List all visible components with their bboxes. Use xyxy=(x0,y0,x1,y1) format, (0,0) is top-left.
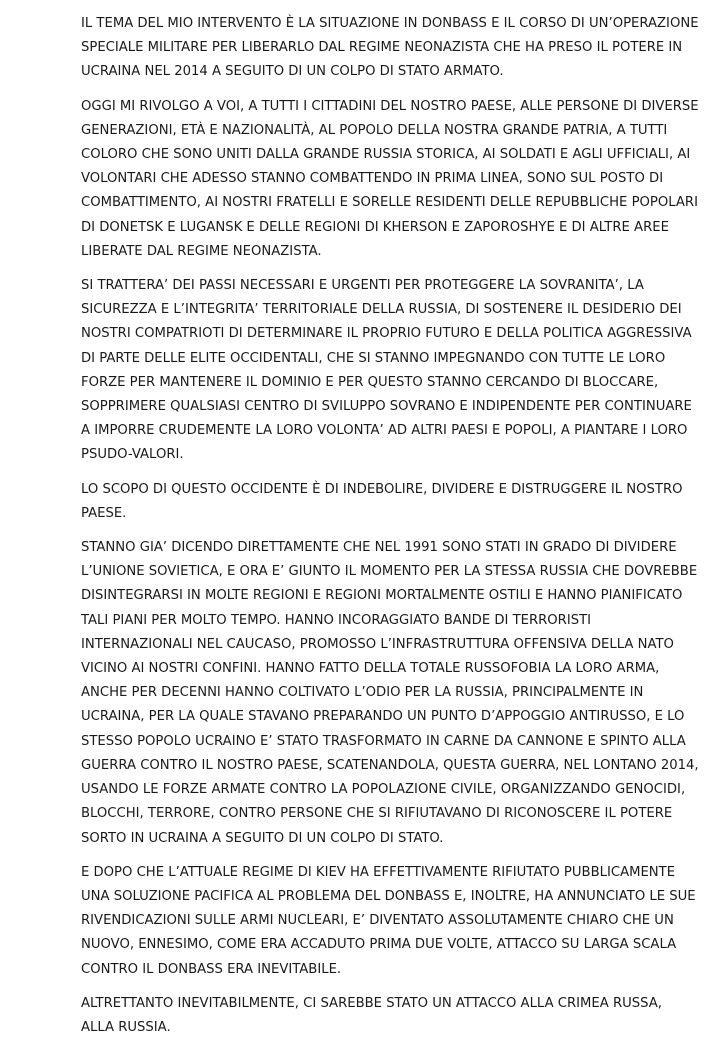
paragraph xyxy=(81,992,681,1040)
text-line: SI TRATTERA’ DEI PASSI NECESSARI E URGENTI PER PROTEGGERE LA SOVRANITA’, LA xyxy=(81,278,644,294)
paragraph xyxy=(81,478,681,526)
text-line: GENERAZIONI, ETÀ E NAZIONALITÀ, AL POPOLO DELLA NOSTRA GRANDE PATRIA, A TUTTI xyxy=(81,122,668,138)
text-line: SORTO IN UCRAINA A SEGUITO DI UN COLPO DI STATO. xyxy=(81,830,444,846)
text-line: BLOCCHI, TERRORE, CONTRO PERSONE CHE SI RIFIUTAVANO DI RICONOSCERE IL POTERE xyxy=(81,806,673,822)
text-line: UCRAINA NEL 2014 A SEGUITO DI UN COLPO DI STATO ARMATO. xyxy=(81,64,504,80)
text-line: RIVENDICAZIONI SULLE ARMI NUCLEARI, E’ DIVENTATO ASSOLUTAMENTE CHIARO CHE UN xyxy=(81,913,674,929)
text-line: NOSTRI COMPATRIOTI DI DETERMINARE IL PROPRIO FUTURO E DELLA POLITICA AGGRESSIVA xyxy=(81,326,692,342)
text-line: FORZE PER MANTENERE IL DOMINIO E PER QUESTO STANNO CERCANDO DI BLOCCARE, xyxy=(81,374,659,390)
paragraph xyxy=(81,95,699,264)
text-line: OGGI MI RIVOLGO A VOI, A TUTTI I CITTADINI DEL NOSTRO PAESE, ALLE PERSONE DI DIVERSE xyxy=(81,98,699,114)
text-line: ANCHE PER DECENNI HANNO COLTIVATO L’ODIO PER LA RUSSIA, PRINCIPALMENTE IN xyxy=(81,685,644,701)
text-line: VOLONTARI CHE ADESSO STANNO COMBATTENDO IN PRIMA LINEA, SONO SUL POSTO DI xyxy=(81,171,664,187)
text-line: COMBATTIMENTO, AI NOSTRI FRATELLI E SORELLE RESIDENTI DELLE REPUBBLICHE POPOLARI xyxy=(81,195,698,211)
text-line: NUOVO, ENNESIMO, COME ERA ACCADUTO PRIMA DUE VOLTE, ATTACCO SU LARGA SCALA xyxy=(81,937,677,953)
text-line: UCRAINA, PER LA QUALE STAVANO PREPARANDO UN PUNTO D’APPOGGIO ANTIRUSSO, E LO xyxy=(81,709,685,725)
text-line: PAESE. xyxy=(81,505,127,521)
paragraph xyxy=(81,861,696,982)
text-line: E DOPO CHE L’ATTUALE REGIME DI KIEV HA EFFETTIVAMENTE RIFIUTATO PUBBLICAMENTE xyxy=(81,864,676,880)
text-line: STANNO GIA’ DICENDO DIRETTAMENTE CHE NEL 1991 SONO STATI IN GRADO DI DIVIDERE xyxy=(81,540,677,556)
text-line: STESSO POPOLO UCRAINO E’ STATO TRASFORMATO IN CARNE DA CANNONE E SPINTO ALLA xyxy=(81,733,686,749)
text-line: CONTRO IL DONBASS ERA INEVITABILE. xyxy=(81,961,342,977)
text-line: DI PARTE DELLE ELITE OCCIDENTALI, CHE SI STANNO IMPEGNANDO CON TUTTE LE LORO xyxy=(81,350,666,366)
text-line: LIBERATE DAL REGIME NEONAZISTA. xyxy=(81,243,322,259)
document-page xyxy=(81,12,699,1050)
text-line: TALI PIANI PER MOLTO TEMPO. HANNO INCORAGGIATO BANDE DI TERRORISTI xyxy=(81,612,592,628)
text-line: DI DONETSK E LUGANSK E DELLE REGIONI DI KHERSON E ZAPOROSHYE E DI ALTRE AREE xyxy=(81,219,669,235)
text-line: A IMPORRE CRUDEMENTE LA LORO VOLONTA’ AD ALTRI PAESI E POPOLI, A PIANTARE I LORO xyxy=(81,423,688,439)
paragraph xyxy=(81,12,699,85)
text-line: VICINO AI NOSTRI CONFINI. HANNO FATTO DELLA TOTALE RUSSOFOBIA LA LORO ARMA, xyxy=(81,661,660,677)
text-line: LO SCOPO DI QUESTO OCCIDENTE È DI INDEBOLIRE, DIVIDERE E DISTRUGGERE IL NOSTRO xyxy=(81,481,683,497)
text-line: INTERNAZIONALI NEL CAUCASO, PROMOSSO L’INFRASTRUTTURA OFFENSIVA DELLA NATO xyxy=(81,636,674,652)
text-line: COLORO CHE SONO UNITI DALLA GRANDE RUSSIA STORICA, AI SOLDATI E AGLI UFFICIALI, AI xyxy=(81,147,691,163)
text-line: DISINTEGRARSI IN MOLTE REGIONI E REGIONI MORTALMENTE OSTILI E HANNO PIANIFICATO xyxy=(81,588,683,604)
text-line: ALLA RUSSIA. xyxy=(81,1019,171,1035)
paragraph xyxy=(81,274,692,468)
text-line: PSUDO-VALORI. xyxy=(81,447,184,463)
text-line: SICUREZZA E L’INTEGRITA’ TERRITORIALE DELLA RUSSIA, DI SOSTENERE IL DESIDERIO DEI xyxy=(81,302,682,318)
text-line: USANDO LE FORZE ARMATE CONTRO LA POPOLAZIONE CIVILE, ORGANIZZANDO GENOCIDI, xyxy=(81,782,686,798)
text-line: GUERRA CONTRO IL NOSTRO PAESE, SCATENANDOLA, QUESTA GUERRA, NEL LONTANO 2014, xyxy=(81,757,699,773)
text-line: SPECIALE MILITARE PER LIBERARLO DAL REGIME NEONAZISTA CHE HA PRESO IL POTERE IN xyxy=(81,40,683,56)
text-line: SOPPRIMERE QUALSIASI CENTRO DI SVILUPPO SOVRANO E INDIPENDENTE PER CONTINUARE xyxy=(81,399,692,415)
text-line: IL TEMA DEL MIO INTERVENTO È LA SITUAZIONE IN DONBASS E IL CORSO DI UN’OPERAZIONE xyxy=(81,16,699,31)
text-line: ALTRETTANTO INEVITABILMENTE, CI SAREBBE STATO UN ATTACCO ALLA CRIMEA RUSSA, xyxy=(81,995,662,1011)
text-line: UNA SOLUZIONE PACIFICA AL PROBLEMA DEL DONBASS E, INOLTRE, HA ANNUNCIATO LE SUE xyxy=(81,888,696,904)
text-line: L’UNIONE SOVIETICA, E ORA E’ GIUNTO IL MOMENTO PER LA STESSA RUSSIA CHE DOVREBBE xyxy=(81,564,698,580)
paragraph xyxy=(81,536,699,851)
